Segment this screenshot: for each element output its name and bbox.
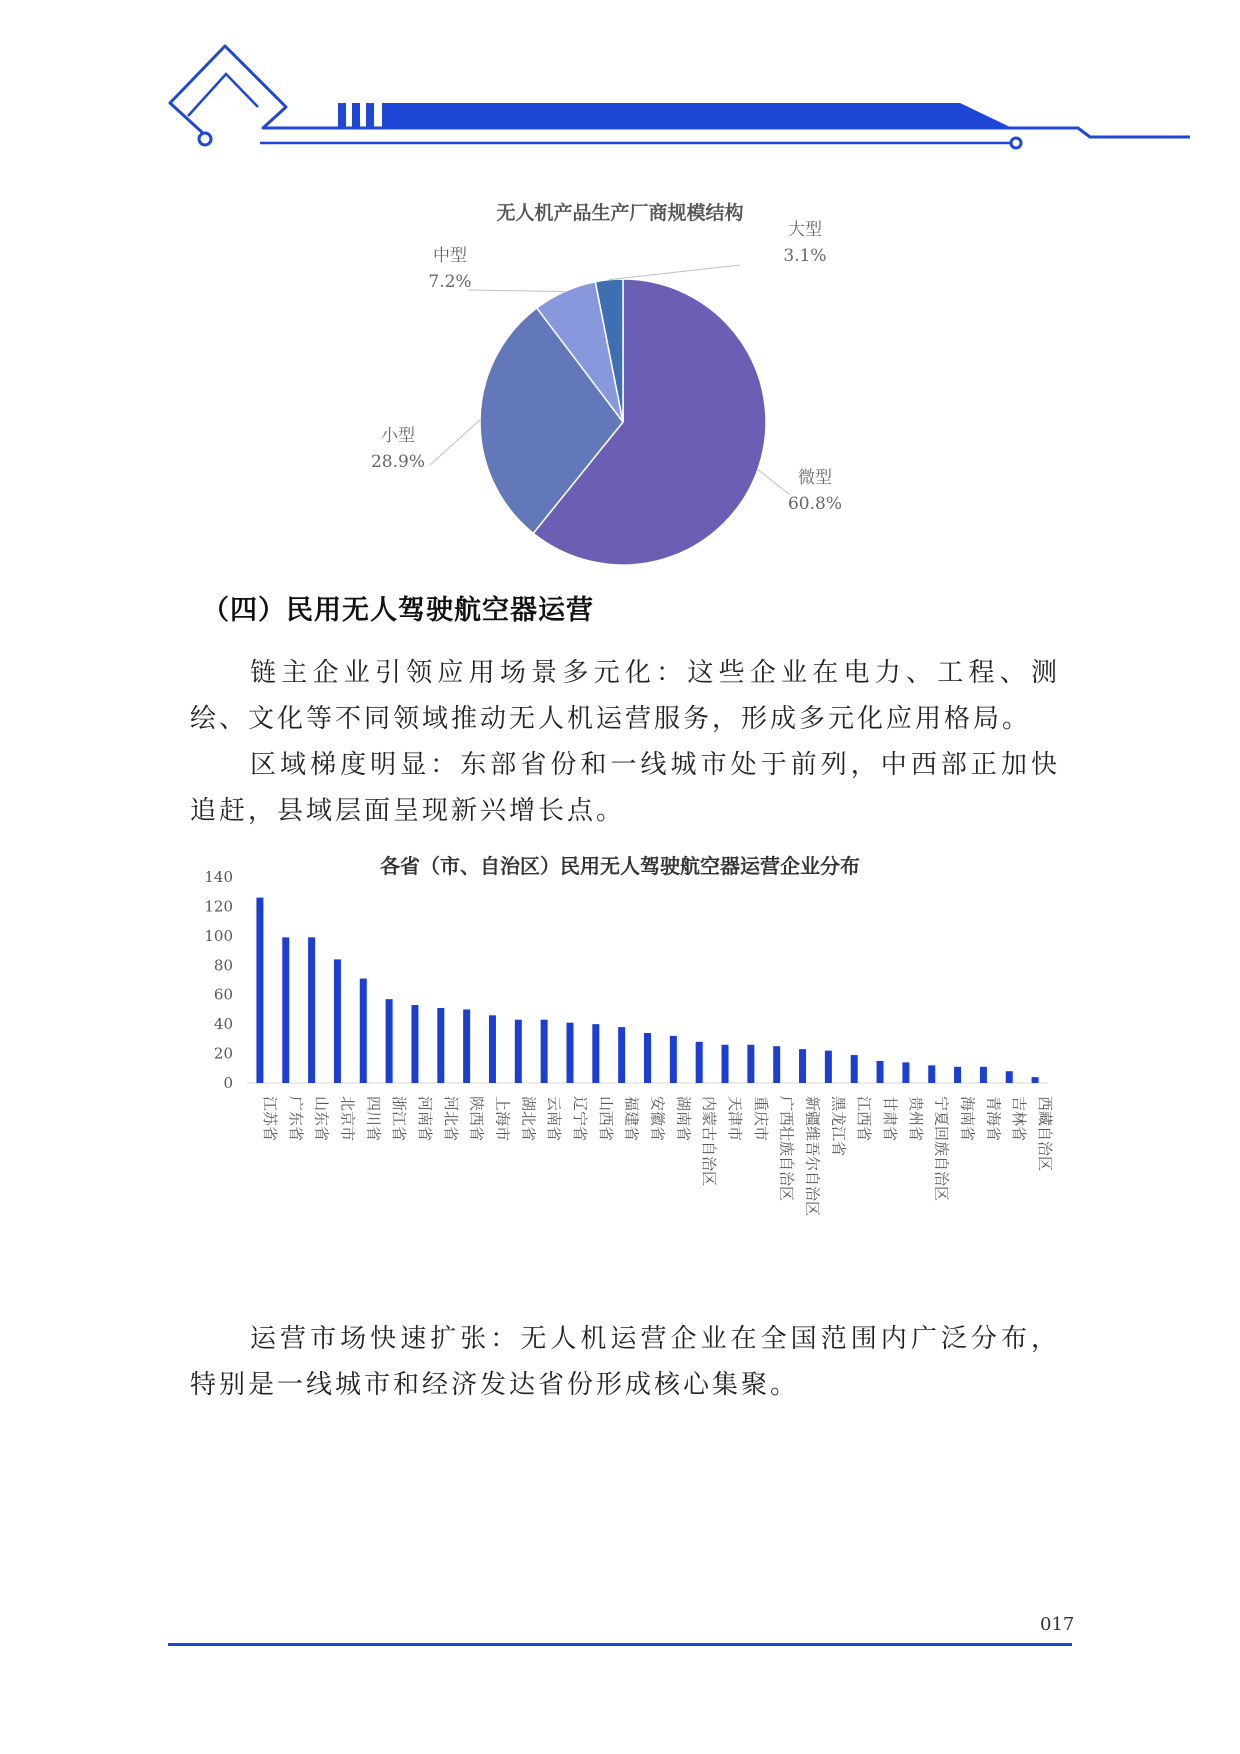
x-category-label: 广东省	[286, 1096, 305, 1142]
pie-label-percent: 7.2%	[428, 272, 472, 292]
x-category-label: 云南省	[545, 1096, 564, 1142]
y-tick-label: 140	[204, 868, 233, 886]
x-category-label: 陕西省	[467, 1096, 486, 1142]
x-category-label: 海南省	[958, 1096, 977, 1142]
bar	[618, 1027, 625, 1083]
x-category-label: 黑龙江省	[829, 1096, 848, 1157]
bar	[386, 999, 393, 1083]
x-category-label: 上海市	[493, 1096, 512, 1142]
x-category-label: 吉林省	[1010, 1096, 1029, 1142]
x-category-label: 湖南省	[674, 1096, 693, 1142]
bar	[256, 898, 263, 1083]
bar	[851, 1055, 858, 1083]
bar	[773, 1046, 780, 1083]
y-tick-label: 80	[213, 956, 233, 975]
x-category-label: 福建省	[622, 1096, 641, 1142]
bar	[980, 1067, 987, 1083]
x-category-label: 浙江省	[390, 1096, 409, 1142]
x-category-label: 河南省	[415, 1096, 434, 1142]
x-category-label: 新疆维吾尔自治区	[803, 1096, 822, 1217]
bar-chart-title: 各省（市、自治区）民用无人驾驶航空器运营企业分布	[380, 854, 860, 878]
x-category-label: 广西壮族自治区	[777, 1096, 796, 1202]
x-category-label: 江苏省	[260, 1096, 279, 1142]
bar	[592, 1024, 599, 1083]
bar	[747, 1045, 754, 1083]
y-tick-label: 40	[213, 1015, 233, 1034]
x-category-label: 宁夏回族自治区	[932, 1096, 951, 1202]
section-heading: （四）民用无人驾驶航空器运营	[202, 595, 594, 626]
y-tick-label: 120	[204, 897, 233, 916]
bar	[877, 1061, 884, 1083]
bar	[928, 1065, 935, 1083]
pie-chart-title: 无人机产品生产厂商规模结构	[496, 202, 744, 224]
y-tick-label: 0	[223, 1074, 233, 1092]
bar	[644, 1033, 651, 1083]
y-tick-label: 100	[204, 926, 233, 945]
pie-label-percent: 3.1%	[783, 246, 827, 266]
x-category-label: 湖北省	[519, 1096, 538, 1142]
x-category-label: 四川省	[364, 1096, 383, 1142]
bar	[902, 1062, 909, 1083]
paragraph-chain-leaders: 链主企业引领应用场景多元化：这些企业在电力、工程、测绘、文化等不同领域推动无人机运营服务，形成多元化应用格局。	[190, 658, 1060, 734]
bar	[463, 1009, 470, 1083]
bar	[411, 1005, 418, 1083]
x-category-label: 重庆市	[751, 1096, 770, 1142]
pie-label-name: 小型	[381, 426, 415, 446]
x-category-label: 青海省	[984, 1096, 1003, 1142]
bar	[1006, 1071, 1013, 1083]
bar	[696, 1042, 703, 1083]
bar	[1032, 1077, 1039, 1083]
x-category-label: 山东省	[312, 1096, 331, 1142]
pie-label-name: 微型	[798, 468, 832, 488]
bar	[722, 1045, 729, 1083]
bar	[308, 937, 315, 1083]
footer-rule	[168, 1643, 1072, 1646]
x-category-label: 辽宁省	[570, 1096, 589, 1142]
x-category-label: 甘肃省	[881, 1096, 900, 1142]
x-category-label: 安徽省	[648, 1096, 667, 1142]
page-number: 017	[1040, 1614, 1075, 1635]
pie-label-percent: 60.8%	[787, 494, 843, 514]
bar	[515, 1020, 522, 1083]
x-category-label: 北京市	[338, 1096, 357, 1142]
bar	[670, 1036, 677, 1083]
bar	[954, 1067, 961, 1083]
x-category-label: 河北省	[441, 1096, 460, 1142]
bar	[566, 1023, 573, 1083]
bar	[825, 1051, 832, 1083]
paragraph-regional-gradient: 区域梯度明显：东部省份和一线城市处于前列，中西部正加快追赶，县域层面呈现新兴增长点。	[190, 750, 1060, 826]
paragraph-market-expansion: 运营市场快速扩张：无人机运营企业在全国范围内广泛分布，特别是一线城市和经济发达省份形成核心集聚。	[190, 1324, 1060, 1400]
bar	[437, 1008, 444, 1083]
pie-label-name: 中型	[433, 246, 467, 266]
pie-label-name: 大型	[788, 220, 822, 240]
pie-label-percent: 28.9%	[370, 452, 426, 472]
x-category-label: 贵州省	[906, 1096, 925, 1142]
y-tick-label: 20	[213, 1044, 233, 1063]
x-category-label: 内蒙古自治区	[700, 1096, 719, 1187]
x-category-label: 山西省	[596, 1096, 615, 1142]
bar	[489, 1015, 496, 1083]
bar	[541, 1020, 548, 1083]
bar	[360, 979, 367, 1083]
x-category-label: 天津市	[726, 1096, 745, 1142]
bar	[282, 937, 289, 1083]
bar	[799, 1049, 806, 1083]
x-category-label: 江西省	[855, 1096, 874, 1142]
bar	[334, 959, 341, 1083]
y-tick-label: 60	[213, 985, 233, 1004]
x-category-label: 西藏自治区	[1036, 1096, 1055, 1172]
